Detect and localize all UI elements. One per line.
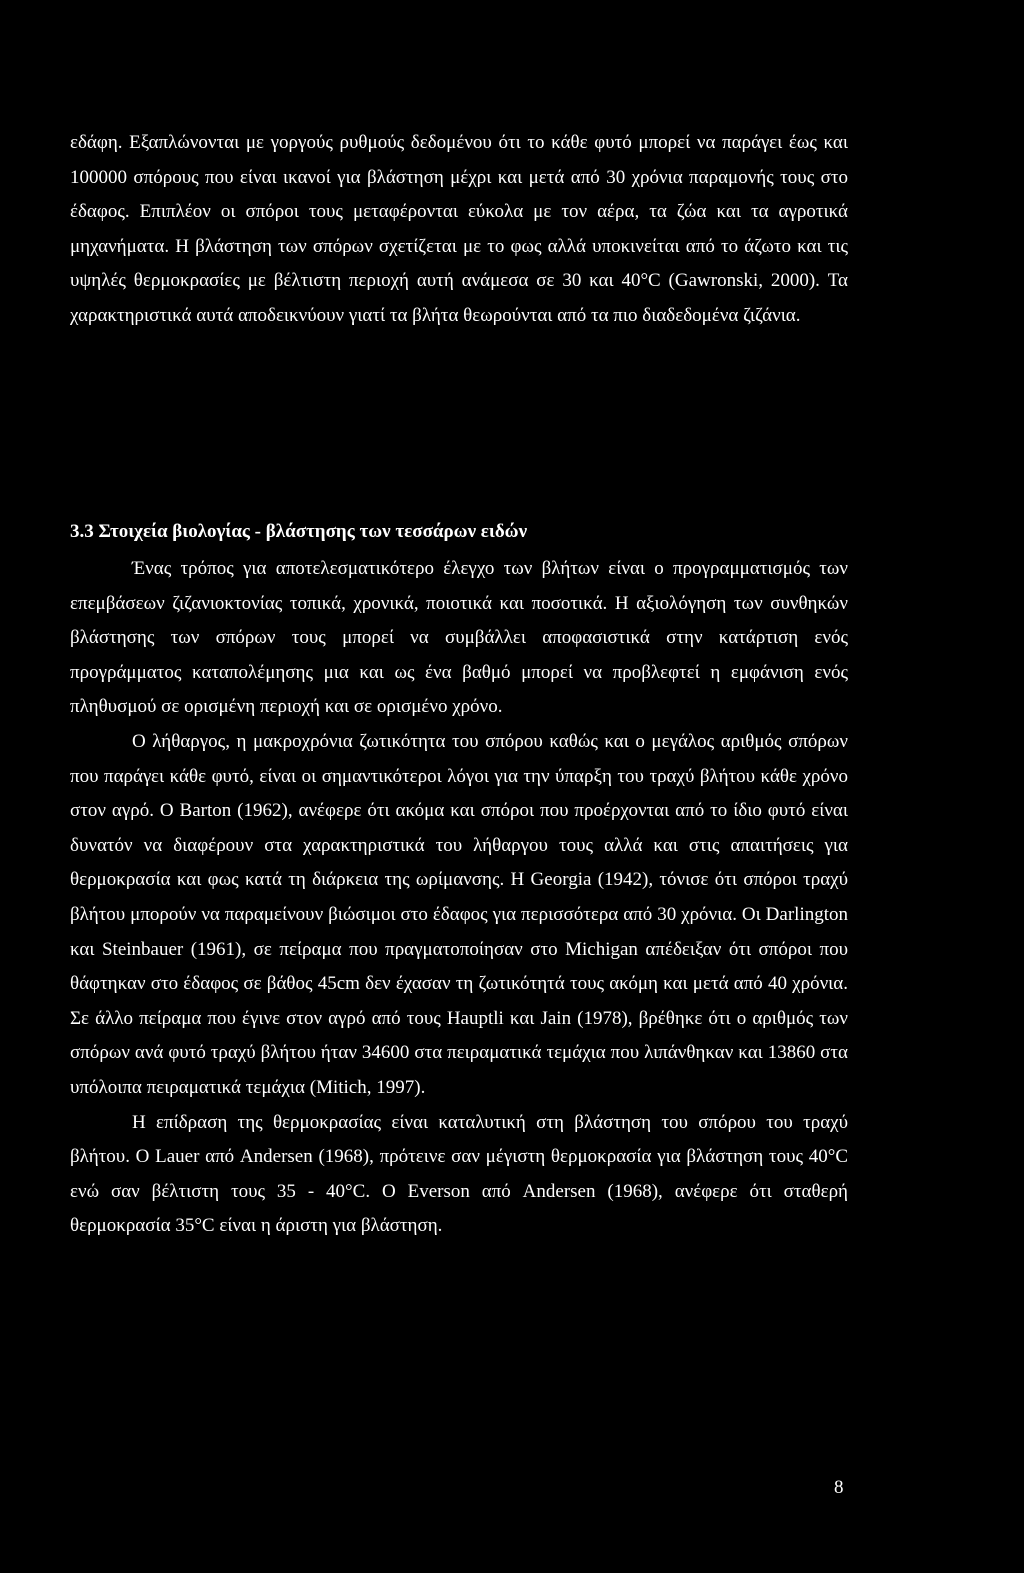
section-paragraph-2: Ο λήθαργος, η μακροχρόνια ζωτικότητα του σπόρου καθώς και ο μεγάλος αριθμός σπόρων που παράγει κάθε φυτό, είναι οι σημαντικότεροι λόγοι για την ύπαρξη του τραχύ βλήτου κάθε χρόνο στον αγρό. Ο Barton (1962), ανέφερε ότι ακόμα και σπόροι που προέρχονται από το ίδιο φυτό είναι δυνατόν να διαφέρουν στα χαρακτηριστικά του λήθαργου τους αλλά και στις απαιτήσεις για θερμοκρασία και φως κατά τη διάρκεια της ωρίμανσης. Η Georgia (1942), τόνισε ότι σπόροι τραχύ βλήτου μπορούν να παραμείνουν βιώσιμοι στο έδαφος για περισσότερα από 30 χρόνια. Οι Darlington και Steinbauer (1961), σε πείραμα που πραγματοποίησαν στο Michigan απέδειξαν ότι σπόροι που θάφτηκαν στο έδαφος σε βάθος 45cm δεν έχασαν τη ζωτικότητά τους ακόμη και μετά από 40 χρόνια. Σε άλλο πείραμα που έγινε στον αγρό από τους Hauptli και Jain (1978), βρέθηκε ότι ο αριθμός των σπόρων ανά φυτό τραχύ βλήτου ήταν 34600 στα πειραματικά τεμάχια που λιπάνθηκαν και 13860 στα υπόλοιπα πειραματικά τεμάχια (Mitich, 1997). xyxy=(70,730,848,1098)
section-paragraph-3: Η επίδραση της θερμοκρασίας είναι καταλυτική στη βλάστηση του σπόρου του τραχύ βλήτου. Ο Lauer από Andersen (1968), πρότεινε σαν μέγιστη θερμοκρασία για βλάστηση τους 40°C ενώ σαν βέλτιστη τους 35 - 40°C. Ο Everson από Andersen (1968), ανέφερε ότι σταθερή θερμοκρασία 35°C είναι η άριστη για βλάστηση. xyxy=(70,1111,848,1237)
section-heading: 3.3 Στοιχεία βιολογίας - βλάστησης των τεσσάρων ειδών xyxy=(70,521,528,542)
page-number: 8 xyxy=(834,1477,844,1498)
intro-paragraph: εδάφη. Εξαπλώνονται με γοργούς ρυθμούς δεδομένου ότι το κάθε φυτό μπορεί να παράγει έως και 100000 σπόρους που είναι ικανοί για βλάστηση μέχρι και μετά από 30 χρόνια παραμονής τους στο έδαφος. Επιπλέον οι σπόροι τους μεταφέρονται εύκολα με τον αέρα, τα ζώα και τα αγροτικά μηχανήματα. Η βλάστηση των σπόρων σχετίζεται με το φως αλλά υποκινείται από το άζωτο και τις υψηλές θερμοκρασίες με βέλτιστη περιοχή αυτή ανάμεσα σε 30 και 40°C (Gawronski, 2000). Τα χαρακτηριστικά αυτά αποδεικνύουν γιατί τα βλήτα θεωρούνται από τα πιο διαδεδομένα ζιζάνια. xyxy=(70,132,848,326)
section-paragraph-1: Ένας τρόπος για αποτελεσματικότερο έλεγχο των βλήτων είναι ο προγραμματισμός των επεμβάσεων ζιζανιοκτονίας τοπικά, χρονικά, ποιοτικά και ποσοτικά. Η αξιολόγηση των συνθηκών βλάστησης των σπόρων τους μπορεί να συμβάλλει αποφασιστικά στην κατάρτιση ενός προγράμματος καταπολέμησης μια και ως ένα βαθμό μπορεί να προβλεφτεί η εμφάνιση ενός πληθυσμού σε ορισμένη περιοχή και σε ορισμένο χρόνο. xyxy=(70,558,848,718)
intro-text-block xyxy=(70,126,848,334)
section-3-3 xyxy=(70,516,848,1244)
